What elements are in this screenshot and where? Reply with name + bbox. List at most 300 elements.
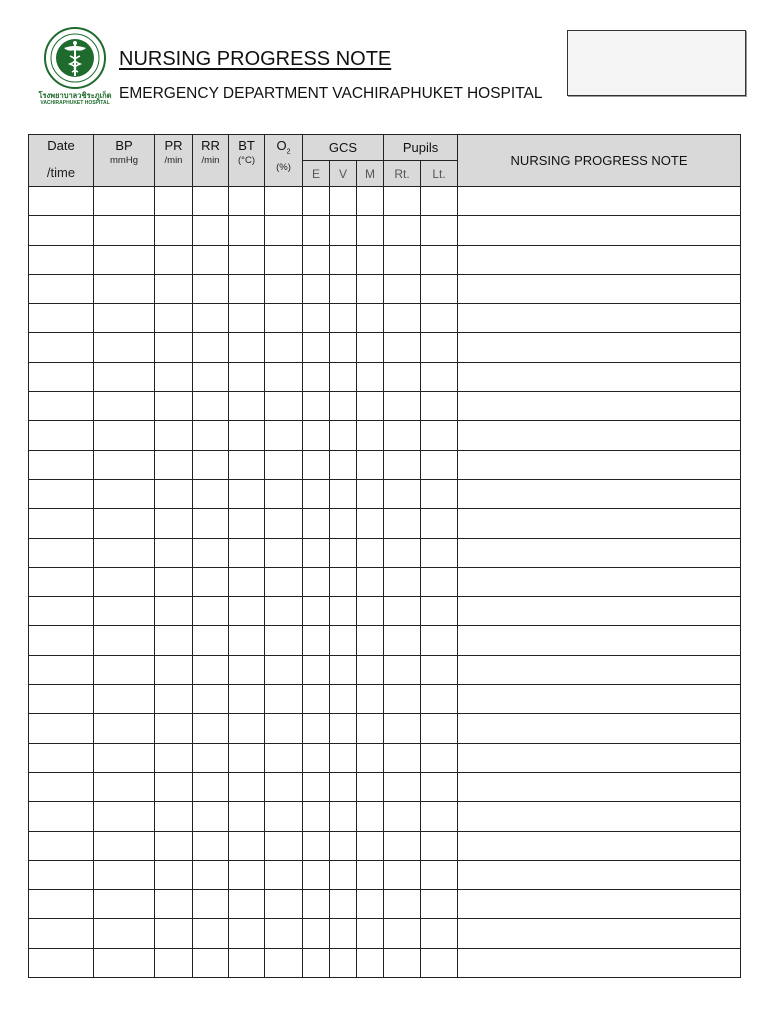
cell-bt[interactable] xyxy=(229,831,265,860)
cell-gcs-m[interactable] xyxy=(357,831,384,860)
cell-pr[interactable] xyxy=(155,948,193,977)
cell-note[interactable] xyxy=(458,333,741,362)
cell-rr[interactable] xyxy=(193,919,229,948)
cell-pupil-rt[interactable] xyxy=(384,831,421,860)
cell-bp[interactable] xyxy=(94,187,155,216)
cell-date[interactable] xyxy=(29,567,94,596)
cell-pr[interactable] xyxy=(155,919,193,948)
cell-pupil-rt[interactable] xyxy=(384,187,421,216)
cell-o2[interactable] xyxy=(265,187,303,216)
cell-pupil-lt[interactable] xyxy=(421,362,458,391)
cell-rr[interactable] xyxy=(193,509,229,538)
cell-pupil-lt[interactable] xyxy=(421,274,458,303)
cell-bp[interactable] xyxy=(94,216,155,245)
cell-gcs-e[interactable] xyxy=(303,304,330,333)
cell-gcs-e[interactable] xyxy=(303,948,330,977)
cell-pupil-lt[interactable] xyxy=(421,831,458,860)
cell-note[interactable] xyxy=(458,362,741,391)
cell-gcs-e[interactable] xyxy=(303,421,330,450)
cell-pupil-rt[interactable] xyxy=(384,392,421,421)
cell-date[interactable] xyxy=(29,831,94,860)
cell-gcs-v[interactable] xyxy=(330,890,357,919)
cell-note[interactable] xyxy=(458,274,741,303)
cell-gcs-e[interactable] xyxy=(303,392,330,421)
cell-pupil-rt[interactable] xyxy=(384,479,421,508)
cell-rr[interactable] xyxy=(193,655,229,684)
cell-o2[interactable] xyxy=(265,860,303,889)
cell-note[interactable] xyxy=(458,450,741,479)
cell-bp[interactable] xyxy=(94,948,155,977)
cell-date[interactable] xyxy=(29,509,94,538)
cell-note[interactable] xyxy=(458,919,741,948)
cell-date[interactable] xyxy=(29,304,94,333)
cell-pr[interactable] xyxy=(155,421,193,450)
cell-bt[interactable] xyxy=(229,685,265,714)
cell-bt[interactable] xyxy=(229,392,265,421)
cell-date[interactable] xyxy=(29,743,94,772)
cell-gcs-e[interactable] xyxy=(303,890,330,919)
cell-date[interactable] xyxy=(29,802,94,831)
cell-note[interactable] xyxy=(458,714,741,743)
cell-gcs-m[interactable] xyxy=(357,714,384,743)
cell-pupil-lt[interactable] xyxy=(421,626,458,655)
cell-pupil-lt[interactable] xyxy=(421,538,458,567)
cell-gcs-m[interactable] xyxy=(357,362,384,391)
cell-pr[interactable] xyxy=(155,304,193,333)
cell-bt[interactable] xyxy=(229,479,265,508)
cell-o2[interactable] xyxy=(265,421,303,450)
cell-note[interactable] xyxy=(458,216,741,245)
cell-bp[interactable] xyxy=(94,304,155,333)
cell-note[interactable] xyxy=(458,831,741,860)
cell-rr[interactable] xyxy=(193,743,229,772)
cell-rr[interactable] xyxy=(193,802,229,831)
cell-pr[interactable] xyxy=(155,216,193,245)
cell-date[interactable] xyxy=(29,714,94,743)
cell-gcs-v[interactable] xyxy=(330,685,357,714)
cell-bt[interactable] xyxy=(229,362,265,391)
cell-bt[interactable] xyxy=(229,216,265,245)
cell-gcs-e[interactable] xyxy=(303,187,330,216)
cell-date[interactable] xyxy=(29,685,94,714)
cell-gcs-v[interactable] xyxy=(330,772,357,801)
cell-bp[interactable] xyxy=(94,860,155,889)
cell-o2[interactable] xyxy=(265,362,303,391)
cell-o2[interactable] xyxy=(265,597,303,626)
cell-gcs-v[interactable] xyxy=(330,860,357,889)
cell-date[interactable] xyxy=(29,919,94,948)
cell-pupil-rt[interactable] xyxy=(384,655,421,684)
cell-gcs-v[interactable] xyxy=(330,597,357,626)
cell-gcs-m[interactable] xyxy=(357,743,384,772)
cell-rr[interactable] xyxy=(193,948,229,977)
cell-gcs-v[interactable] xyxy=(330,655,357,684)
cell-gcs-v[interactable] xyxy=(330,304,357,333)
cell-bt[interactable] xyxy=(229,450,265,479)
cell-gcs-v[interactable] xyxy=(330,948,357,977)
cell-date[interactable] xyxy=(29,890,94,919)
cell-pupil-lt[interactable] xyxy=(421,421,458,450)
cell-rr[interactable] xyxy=(193,362,229,391)
cell-gcs-v[interactable] xyxy=(330,509,357,538)
cell-bp[interactable] xyxy=(94,597,155,626)
cell-pr[interactable] xyxy=(155,479,193,508)
cell-note[interactable] xyxy=(458,890,741,919)
cell-pupil-rt[interactable] xyxy=(384,362,421,391)
cell-gcs-e[interactable] xyxy=(303,538,330,567)
cell-note[interactable] xyxy=(458,187,741,216)
cell-date[interactable] xyxy=(29,479,94,508)
cell-gcs-v[interactable] xyxy=(330,919,357,948)
cell-pr[interactable] xyxy=(155,831,193,860)
cell-pr[interactable] xyxy=(155,509,193,538)
cell-bp[interactable] xyxy=(94,831,155,860)
cell-pr[interactable] xyxy=(155,626,193,655)
cell-pr[interactable] xyxy=(155,187,193,216)
cell-pr[interactable] xyxy=(155,890,193,919)
cell-gcs-e[interactable] xyxy=(303,772,330,801)
cell-date[interactable] xyxy=(29,860,94,889)
cell-bt[interactable] xyxy=(229,714,265,743)
cell-pupil-rt[interactable] xyxy=(384,421,421,450)
cell-rr[interactable] xyxy=(193,597,229,626)
cell-gcs-e[interactable] xyxy=(303,743,330,772)
cell-note[interactable] xyxy=(458,567,741,596)
cell-rr[interactable] xyxy=(193,187,229,216)
cell-pupil-rt[interactable] xyxy=(384,216,421,245)
cell-bt[interactable] xyxy=(229,743,265,772)
cell-o2[interactable] xyxy=(265,567,303,596)
cell-note[interactable] xyxy=(458,655,741,684)
cell-pupil-lt[interactable] xyxy=(421,479,458,508)
cell-bp[interactable] xyxy=(94,450,155,479)
cell-gcs-v[interactable] xyxy=(330,714,357,743)
cell-gcs-m[interactable] xyxy=(357,509,384,538)
cell-bp[interactable] xyxy=(94,919,155,948)
cell-bt[interactable] xyxy=(229,626,265,655)
cell-gcs-m[interactable] xyxy=(357,890,384,919)
cell-pupil-lt[interactable] xyxy=(421,304,458,333)
cell-date[interactable] xyxy=(29,274,94,303)
cell-bt[interactable] xyxy=(229,890,265,919)
cell-bp[interactable] xyxy=(94,245,155,274)
cell-pupil-rt[interactable] xyxy=(384,919,421,948)
cell-date[interactable] xyxy=(29,216,94,245)
cell-bt[interactable] xyxy=(229,187,265,216)
cell-date[interactable] xyxy=(29,187,94,216)
cell-gcs-m[interactable] xyxy=(357,802,384,831)
cell-o2[interactable] xyxy=(265,450,303,479)
cell-pupil-rt[interactable] xyxy=(384,274,421,303)
cell-bp[interactable] xyxy=(94,626,155,655)
cell-date[interactable] xyxy=(29,362,94,391)
cell-pupil-lt[interactable] xyxy=(421,772,458,801)
cell-gcs-e[interactable] xyxy=(303,450,330,479)
cell-pupil-rt[interactable] xyxy=(384,567,421,596)
cell-note[interactable] xyxy=(458,392,741,421)
cell-pupil-lt[interactable] xyxy=(421,392,458,421)
cell-pupil-lt[interactable] xyxy=(421,509,458,538)
cell-pupil-lt[interactable] xyxy=(421,597,458,626)
cell-pupil-lt[interactable] xyxy=(421,948,458,977)
cell-o2[interactable] xyxy=(265,655,303,684)
cell-date[interactable] xyxy=(29,655,94,684)
cell-gcs-e[interactable] xyxy=(303,245,330,274)
cell-gcs-v[interactable] xyxy=(330,274,357,303)
cell-note[interactable] xyxy=(458,479,741,508)
cell-gcs-e[interactable] xyxy=(303,626,330,655)
cell-pupil-rt[interactable] xyxy=(384,743,421,772)
cell-pupil-lt[interactable] xyxy=(421,802,458,831)
cell-gcs-e[interactable] xyxy=(303,567,330,596)
cell-gcs-m[interactable] xyxy=(357,450,384,479)
cell-gcs-v[interactable] xyxy=(330,450,357,479)
cell-rr[interactable] xyxy=(193,860,229,889)
cell-pupil-lt[interactable] xyxy=(421,685,458,714)
cell-gcs-e[interactable] xyxy=(303,860,330,889)
cell-gcs-e[interactable] xyxy=(303,714,330,743)
cell-bt[interactable] xyxy=(229,509,265,538)
cell-gcs-e[interactable] xyxy=(303,655,330,684)
cell-gcs-m[interactable] xyxy=(357,304,384,333)
cell-rr[interactable] xyxy=(193,626,229,655)
cell-bt[interactable] xyxy=(229,245,265,274)
cell-note[interactable] xyxy=(458,538,741,567)
cell-rr[interactable] xyxy=(193,890,229,919)
cell-pupil-rt[interactable] xyxy=(384,450,421,479)
cell-pupil-lt[interactable] xyxy=(421,714,458,743)
cell-date[interactable] xyxy=(29,392,94,421)
cell-rr[interactable] xyxy=(193,714,229,743)
cell-o2[interactable] xyxy=(265,274,303,303)
cell-gcs-v[interactable] xyxy=(330,421,357,450)
cell-bt[interactable] xyxy=(229,655,265,684)
cell-note[interactable] xyxy=(458,743,741,772)
cell-gcs-m[interactable] xyxy=(357,245,384,274)
cell-bp[interactable] xyxy=(94,538,155,567)
cell-bt[interactable] xyxy=(229,274,265,303)
cell-pr[interactable] xyxy=(155,245,193,274)
cell-rr[interactable] xyxy=(193,772,229,801)
cell-gcs-v[interactable] xyxy=(330,362,357,391)
cell-pr[interactable] xyxy=(155,743,193,772)
cell-pr[interactable] xyxy=(155,450,193,479)
cell-pupil-rt[interactable] xyxy=(384,860,421,889)
cell-rr[interactable] xyxy=(193,304,229,333)
cell-gcs-m[interactable] xyxy=(357,567,384,596)
cell-date[interactable] xyxy=(29,772,94,801)
cell-gcs-v[interactable] xyxy=(330,187,357,216)
cell-note[interactable] xyxy=(458,597,741,626)
cell-o2[interactable] xyxy=(265,743,303,772)
cell-pr[interactable] xyxy=(155,860,193,889)
cell-rr[interactable] xyxy=(193,333,229,362)
cell-rr[interactable] xyxy=(193,421,229,450)
cell-o2[interactable] xyxy=(265,802,303,831)
cell-pupil-lt[interactable] xyxy=(421,655,458,684)
cell-rr[interactable] xyxy=(193,216,229,245)
cell-bt[interactable] xyxy=(229,597,265,626)
cell-gcs-m[interactable] xyxy=(357,772,384,801)
cell-pupil-rt[interactable] xyxy=(384,304,421,333)
cell-pr[interactable] xyxy=(155,392,193,421)
cell-gcs-e[interactable] xyxy=(303,216,330,245)
cell-gcs-v[interactable] xyxy=(330,392,357,421)
cell-gcs-m[interactable] xyxy=(357,948,384,977)
cell-o2[interactable] xyxy=(265,772,303,801)
cell-pupil-lt[interactable] xyxy=(421,216,458,245)
cell-bp[interactable] xyxy=(94,567,155,596)
cell-bp[interactable] xyxy=(94,714,155,743)
cell-gcs-v[interactable] xyxy=(330,626,357,655)
cell-pupil-rt[interactable] xyxy=(384,509,421,538)
cell-bt[interactable] xyxy=(229,304,265,333)
cell-pupil-rt[interactable] xyxy=(384,802,421,831)
cell-bt[interactable] xyxy=(229,567,265,596)
cell-o2[interactable] xyxy=(265,714,303,743)
cell-note[interactable] xyxy=(458,509,741,538)
cell-date[interactable] xyxy=(29,948,94,977)
cell-bp[interactable] xyxy=(94,685,155,714)
cell-gcs-v[interactable] xyxy=(330,479,357,508)
cell-pr[interactable] xyxy=(155,655,193,684)
cell-gcs-v[interactable] xyxy=(330,802,357,831)
cell-o2[interactable] xyxy=(265,392,303,421)
cell-gcs-e[interactable] xyxy=(303,333,330,362)
cell-gcs-e[interactable] xyxy=(303,802,330,831)
cell-pupil-rt[interactable] xyxy=(384,333,421,362)
cell-date[interactable] xyxy=(29,421,94,450)
cell-gcs-e[interactable] xyxy=(303,831,330,860)
cell-pupil-rt[interactable] xyxy=(384,626,421,655)
cell-pr[interactable] xyxy=(155,362,193,391)
cell-o2[interactable] xyxy=(265,919,303,948)
cell-date[interactable] xyxy=(29,538,94,567)
cell-pr[interactable] xyxy=(155,567,193,596)
cell-bp[interactable] xyxy=(94,333,155,362)
cell-pupil-rt[interactable] xyxy=(384,948,421,977)
cell-note[interactable] xyxy=(458,948,741,977)
cell-o2[interactable] xyxy=(265,304,303,333)
cell-pupil-lt[interactable] xyxy=(421,333,458,362)
cell-gcs-m[interactable] xyxy=(357,479,384,508)
cell-o2[interactable] xyxy=(265,509,303,538)
cell-rr[interactable] xyxy=(193,274,229,303)
cell-bt[interactable] xyxy=(229,333,265,362)
cell-date[interactable] xyxy=(29,597,94,626)
cell-note[interactable] xyxy=(458,626,741,655)
cell-gcs-m[interactable] xyxy=(357,860,384,889)
cell-gcs-m[interactable] xyxy=(357,919,384,948)
cell-bt[interactable] xyxy=(229,772,265,801)
cell-rr[interactable] xyxy=(193,831,229,860)
cell-bp[interactable] xyxy=(94,743,155,772)
cell-o2[interactable] xyxy=(265,890,303,919)
cell-gcs-m[interactable] xyxy=(357,685,384,714)
cell-gcs-e[interactable] xyxy=(303,685,330,714)
cell-gcs-v[interactable] xyxy=(330,831,357,860)
cell-gcs-m[interactable] xyxy=(357,274,384,303)
cell-pr[interactable] xyxy=(155,538,193,567)
cell-bt[interactable] xyxy=(229,860,265,889)
cell-gcs-m[interactable] xyxy=(357,538,384,567)
cell-gcs-v[interactable] xyxy=(330,743,357,772)
cell-gcs-e[interactable] xyxy=(303,597,330,626)
cell-gcs-v[interactable] xyxy=(330,567,357,596)
cell-bp[interactable] xyxy=(94,479,155,508)
cell-pr[interactable] xyxy=(155,333,193,362)
cell-pupil-lt[interactable] xyxy=(421,743,458,772)
cell-pupil-rt[interactable] xyxy=(384,538,421,567)
cell-gcs-m[interactable] xyxy=(357,626,384,655)
cell-o2[interactable] xyxy=(265,245,303,274)
cell-gcs-m[interactable] xyxy=(357,187,384,216)
cell-pupil-rt[interactable] xyxy=(384,685,421,714)
cell-gcs-e[interactable] xyxy=(303,509,330,538)
cell-gcs-e[interactable] xyxy=(303,479,330,508)
cell-bp[interactable] xyxy=(94,421,155,450)
cell-date[interactable] xyxy=(29,626,94,655)
cell-rr[interactable] xyxy=(193,245,229,274)
cell-gcs-v[interactable] xyxy=(330,538,357,567)
cell-gcs-m[interactable] xyxy=(357,392,384,421)
cell-pupil-lt[interactable] xyxy=(421,890,458,919)
cell-bp[interactable] xyxy=(94,802,155,831)
cell-bp[interactable] xyxy=(94,509,155,538)
cell-pr[interactable] xyxy=(155,714,193,743)
cell-o2[interactable] xyxy=(265,948,303,977)
cell-gcs-m[interactable] xyxy=(357,216,384,245)
cell-pr[interactable] xyxy=(155,597,193,626)
cell-gcs-e[interactable] xyxy=(303,362,330,391)
cell-note[interactable] xyxy=(458,245,741,274)
cell-pupil-lt[interactable] xyxy=(421,245,458,274)
cell-bt[interactable] xyxy=(229,919,265,948)
cell-bp[interactable] xyxy=(94,655,155,684)
cell-o2[interactable] xyxy=(265,538,303,567)
cell-pr[interactable] xyxy=(155,802,193,831)
cell-pupil-lt[interactable] xyxy=(421,860,458,889)
cell-date[interactable] xyxy=(29,333,94,362)
cell-pr[interactable] xyxy=(155,685,193,714)
cell-bt[interactable] xyxy=(229,538,265,567)
cell-rr[interactable] xyxy=(193,479,229,508)
cell-gcs-m[interactable] xyxy=(357,597,384,626)
cell-note[interactable] xyxy=(458,772,741,801)
cell-gcs-e[interactable] xyxy=(303,919,330,948)
cell-bp[interactable] xyxy=(94,772,155,801)
cell-note[interactable] xyxy=(458,860,741,889)
cell-gcs-m[interactable] xyxy=(357,421,384,450)
cell-pupil-lt[interactable] xyxy=(421,450,458,479)
cell-rr[interactable] xyxy=(193,685,229,714)
cell-o2[interactable] xyxy=(265,831,303,860)
cell-gcs-v[interactable] xyxy=(330,333,357,362)
cell-pupil-rt[interactable] xyxy=(384,772,421,801)
cell-note[interactable] xyxy=(458,421,741,450)
cell-pr[interactable] xyxy=(155,274,193,303)
cell-o2[interactable] xyxy=(265,626,303,655)
cell-date[interactable] xyxy=(29,450,94,479)
cell-pupil-lt[interactable] xyxy=(421,567,458,596)
cell-bt[interactable] xyxy=(229,802,265,831)
cell-rr[interactable] xyxy=(193,450,229,479)
cell-pupil-rt[interactable] xyxy=(384,714,421,743)
cell-o2[interactable] xyxy=(265,479,303,508)
cell-pupil-rt[interactable] xyxy=(384,890,421,919)
cell-bp[interactable] xyxy=(94,362,155,391)
cell-gcs-m[interactable] xyxy=(357,655,384,684)
